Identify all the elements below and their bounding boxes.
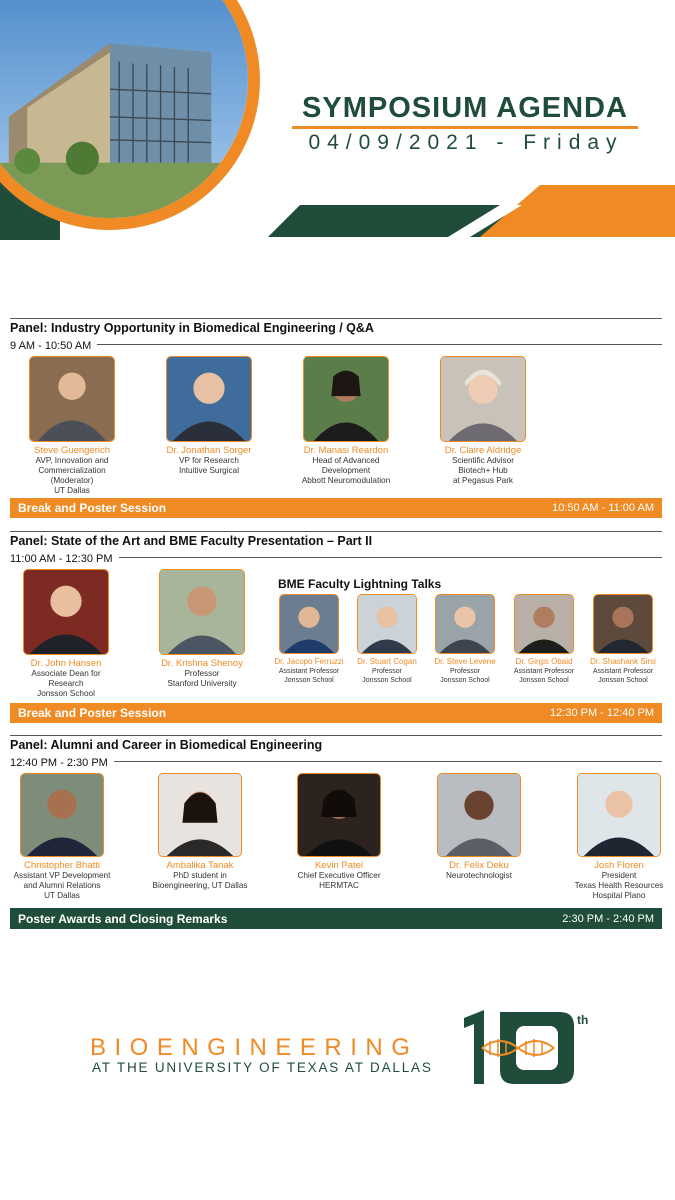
speaker-photo: [577, 773, 661, 857]
speaker-name: Dr. Girgis Obaid: [515, 657, 573, 666]
speaker-name: Dr. Jacopo Ferruzzi: [274, 657, 344, 666]
title-underline: [292, 126, 638, 129]
closing-title: Poster Awards and Closing Remarks: [18, 911, 228, 926]
speaker-photo: [593, 594, 653, 654]
speaker-photo: [440, 356, 526, 442]
header-banner: [0, 0, 675, 240]
speaker-name: Dr. Shashank Sirsi: [590, 657, 656, 666]
speaker-name: Dr. Manasi Reardon: [303, 445, 389, 456]
building-photo-frame: [0, 0, 260, 230]
panel1-header: [10, 318, 662, 352]
agenda-date: 04/09/2021 - Friday: [308, 131, 624, 154]
panel1-title: Panel: Industry Opportunity in Biomedical Engineering / Q&A: [10, 321, 374, 335]
speaker-photo: [297, 773, 381, 857]
speaker-name: Christopher Bhatti: [23, 860, 101, 871]
building-photo: [0, 0, 248, 218]
speaker-name: Josh Floren: [594, 860, 644, 871]
panel2-header: [10, 531, 662, 565]
speaker-name: Dr. Steve Levene: [434, 657, 496, 666]
speaker-name: Steve Guengerich: [33, 445, 111, 456]
logo-subtitle: AT THE UNIVERSITY OF TEXAS AT DALLAS: [92, 1060, 433, 1075]
break-title: Break and Poster Session: [18, 501, 167, 515]
speaker-card: Ambalika Tanak PhD student in Bioengineering, UT Dallas: [146, 773, 254, 891]
speaker-name: Dr. Jonathan Sorger: [166, 445, 252, 456]
speaker-name: Dr. Stuart Cogan: [357, 657, 417, 666]
speaker-photo: [303, 356, 389, 442]
closing-bar: [10, 908, 662, 929]
speaker-card: Christopher Bhatti Assistant VP Development and Alumni Relations UT Dallas: [10, 773, 114, 901]
speaker-photo: [437, 773, 521, 857]
speaker-photo: [29, 356, 115, 442]
break-time: 10:50 AM - 11:00 AM: [552, 502, 654, 514]
lightning-talks-title: BME Faculty Lightning Talks: [278, 577, 442, 591]
speaker-card: Kevin Patel Chief Executive Officer HERMTAC: [286, 773, 392, 891]
panel3-header: [10, 735, 662, 769]
closing-time: 2:30 PM - 2:40 PM: [562, 912, 654, 925]
break-bar-1: [10, 498, 662, 518]
speaker-card: Dr. Felix Deku Neurotechnologist: [426, 773, 532, 881]
break-title: Break and Poster Session: [18, 706, 167, 720]
speaker-name: Ambalika Tanak: [166, 860, 234, 871]
speaker-name: Dr. John Hansen: [30, 658, 102, 669]
speaker-name: Dr. Claire Aldridge: [444, 445, 522, 456]
speaker-card: Dr. Jacopo Ferruzzi Assistant Professor Jonsson School: [272, 594, 346, 685]
panel1-time: 9 AM - 10:50 AM: [10, 340, 97, 352]
speaker-photo: [20, 773, 104, 857]
speaker-photo: [357, 594, 417, 654]
logo-wordmark: BIOENGINEERING: [90, 1034, 419, 1061]
speaker-photo: [435, 594, 495, 654]
panel3-title: Panel: Alumni and Career in Biomedical Engineering: [10, 738, 323, 752]
break-bar-2: [10, 703, 662, 723]
speaker-card: Dr. Girgis Obaid Assistant Professor Jonsson School: [507, 594, 581, 685]
header-stripes: [260, 185, 675, 237]
panel3-time: 12:40 PM - 2:30 PM: [10, 757, 114, 769]
speaker-card: Steve Guengerich AVP, Innovation and Commercialization (Moderator) UT Dallas: [22, 356, 122, 496]
speaker-photo: [159, 569, 245, 655]
speaker-photo: [158, 773, 242, 857]
panel2-title: Panel: State of the Art and BME Faculty Presentation – Part II: [10, 534, 373, 548]
panel2-time: 11:00 AM - 12:30 PM: [10, 553, 119, 565]
speaker-photo: [514, 594, 574, 654]
speaker-photo: [166, 356, 252, 442]
speaker-card: Dr. Stuart Cogan Professor Jonsson School: [350, 594, 424, 685]
anniversary-ten-logo: [460, 1008, 580, 1088]
speaker-photo: [279, 594, 339, 654]
speaker-card: Dr. Krishna Shenoy Professor Stanford University: [152, 569, 252, 689]
speaker-photo: [23, 569, 109, 655]
speaker-card: Dr. John Hansen Associate Dean for Research Jonsson School: [14, 569, 118, 699]
agenda-title: SYMPOSIUM AGENDA: [302, 92, 628, 124]
speaker-card: Josh Floren President Texas Health Resources Hospital Plano: [566, 773, 672, 901]
speaker-card: Dr. Jonathan Sorger VP for Research Intuitive Surgical: [159, 356, 259, 476]
break-time: 12:30 PM - 12:40 PM: [550, 707, 654, 719]
speaker-name: Dr. Krishna Shenoy: [161, 658, 243, 669]
speaker-name: Dr. Felix Deku: [449, 860, 509, 871]
speaker-card: Dr. Claire Aldridge Scientific Advisor Biotech+ Hub at Pegasus Park: [433, 356, 533, 486]
speaker-card: Dr. Manasi Reardon Head of Advanced Development Abbott Neuromodulation: [296, 356, 396, 486]
speaker-card: Dr. Shashank Sirsi Assistant Professor Jonsson School: [586, 594, 660, 685]
speaker-card: Dr. Steve Levene Professor Jonsson School: [428, 594, 502, 685]
speaker-name: Kevin Patel: [314, 860, 364, 871]
logo-ordinal-suffix: th: [577, 1013, 589, 1027]
